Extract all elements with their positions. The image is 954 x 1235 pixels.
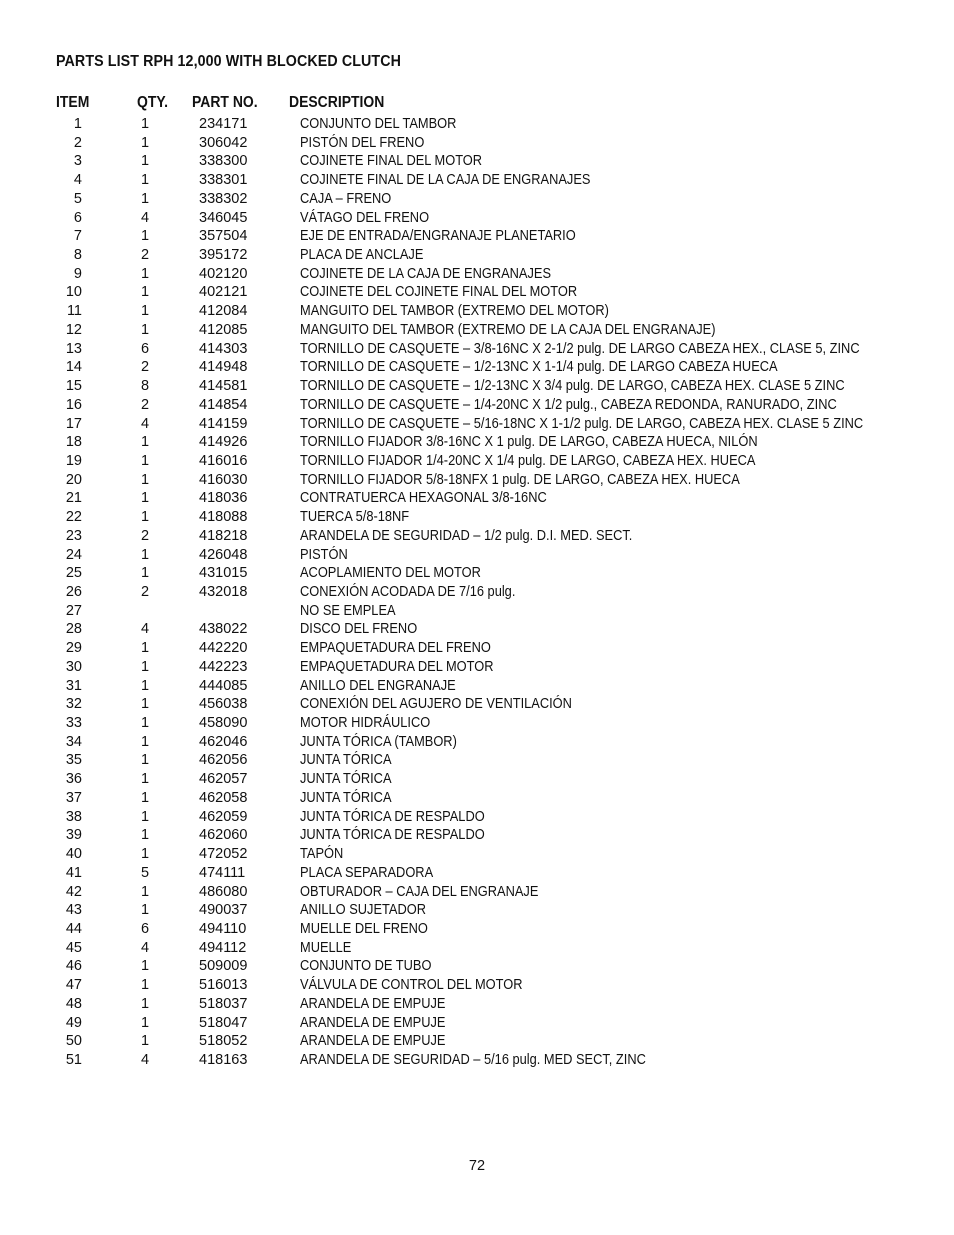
part-number-cell: 518052 (199, 1033, 248, 1050)
part-number-cell: 412085 (199, 321, 248, 338)
qty-cell: 1 (140, 958, 150, 975)
item-cell: 7 (73, 228, 82, 245)
qty-cell: 1 (140, 771, 150, 788)
part-number-cell: 442220 (199, 640, 248, 657)
item-cell: 17 (65, 415, 82, 432)
description-cell: COJINETE FINAL DE LA CAJA DE ENGRANAJES (300, 172, 591, 189)
item-cell: 16 (65, 396, 82, 413)
item-cell: 15 (65, 378, 82, 395)
description-cell: ARANDELA DE EMPUJE (300, 995, 446, 1012)
part-number-cell: 338300 (199, 153, 248, 170)
description-cell: ARANDELA DE SEGURIDAD – 5/16 pulg. MED SECT, ZINC (300, 1052, 646, 1068)
qty-cell: 4 (140, 1052, 150, 1068)
qty-cell: 1 (140, 546, 150, 563)
qty-cell: 6 (140, 340, 150, 357)
qty-cell: 1 (140, 715, 150, 732)
description-cell: TORNILLO DE CASQUETE – 1/4-20NC X 1/2 pulg., CABEZA REDONDA, RANURADO, ZINC (300, 396, 837, 413)
qty-cell: 1 (140, 883, 150, 900)
table-row (0, 957, 954, 975)
description-cell: TORNILLO DE CASQUETE – 5/16-18NC X 1-1/2 pulg. DE LARGO, CABEZA HEX. CLASE 5 ZINC (300, 415, 864, 432)
column-header-part-no: PART NO. (192, 94, 258, 111)
table-row (0, 433, 954, 451)
qty-cell: 1 (140, 827, 150, 844)
part-number-cell: 338301 (199, 172, 248, 189)
table-row (0, 883, 954, 901)
table-row (0, 920, 954, 938)
table-row (0, 115, 954, 133)
description-cell: JUNTA TÓRICA (300, 771, 392, 788)
description-cell: CONTRATUERCA HEXAGONAL 3/8-16NC (300, 490, 547, 507)
qty-cell: 1 (140, 977, 150, 994)
part-number-cell: 516013 (199, 977, 248, 994)
item-cell: 38 (65, 808, 82, 825)
part-number-cell: 431015 (199, 565, 248, 582)
item-cell: 50 (65, 1033, 82, 1050)
item-cell: 11 (66, 303, 82, 320)
part-number-cell: 486080 (199, 883, 248, 900)
description-cell: CONJUNTO DEL TAMBOR (300, 116, 457, 132)
item-cell: 28 (65, 621, 82, 638)
table-row (0, 452, 954, 470)
qty-cell: 1 (140, 303, 150, 320)
qty-cell: 1 (140, 284, 150, 301)
table-row (0, 695, 954, 713)
item-cell: 9 (73, 265, 82, 282)
table-row (0, 227, 954, 245)
description-cell: JUNTA TÓRICA DE RESPALDO (300, 808, 485, 825)
qty-cell: 1 (140, 565, 150, 582)
item-cell: 23 (65, 527, 82, 544)
qty-cell: 1 (140, 658, 150, 675)
item-cell: 46 (65, 958, 82, 975)
item-cell: 18 (65, 434, 82, 451)
description-cell: PLACA SEPARADORA (300, 864, 434, 881)
table-row (0, 546, 954, 564)
description-cell: PISTÓN DEL FRENO (300, 134, 425, 151)
qty-cell: 4 (140, 209, 150, 226)
part-number-cell: 462057 (199, 771, 248, 788)
item-cell: 10 (65, 284, 82, 301)
table-row (0, 864, 954, 882)
table-row (0, 733, 954, 751)
part-number-cell: 234171 (199, 116, 248, 132)
qty-cell: 1 (140, 228, 150, 245)
item-cell: 21 (65, 490, 82, 507)
description-cell: COJINETE FINAL DEL MOTOR (300, 153, 483, 170)
part-number-cell: 472052 (199, 846, 248, 863)
part-number-cell: 432018 (199, 584, 248, 600)
description-cell: EMPAQUETADURA DEL MOTOR (300, 658, 494, 675)
description-cell: PISTÓN (300, 546, 348, 563)
item-cell: 8 (73, 247, 82, 264)
item-cell: 4 (73, 172, 82, 189)
part-number-cell: 412084 (199, 303, 248, 320)
part-number-cell: 414926 (199, 434, 248, 451)
part-number-cell: 518037 (199, 995, 248, 1012)
part-number-cell: 418163 (199, 1052, 248, 1068)
qty-cell: 4 (140, 939, 150, 956)
item-cell: 1 (73, 116, 82, 132)
qty-cell: 5 (140, 864, 150, 881)
table-row (0, 396, 954, 414)
part-number-cell: 414303 (199, 340, 248, 357)
description-cell: JUNTA TÓRICA (300, 752, 392, 769)
part-number-cell: 474111 (199, 864, 246, 881)
description-cell: ARANDELA DE EMPUJE (300, 1033, 446, 1050)
description-cell: JUNTA TÓRICA (TAMBOR) (300, 733, 457, 750)
table-row (0, 190, 954, 208)
table-row (0, 714, 954, 732)
table-row (0, 845, 954, 863)
qty-cell: 1 (140, 190, 150, 207)
description-cell: COJINETE DE LA CAJA DE ENGRANAJES (300, 265, 552, 282)
item-cell: 36 (65, 771, 82, 788)
qty-cell: 1 (140, 134, 150, 151)
qty-cell: 1 (140, 808, 150, 825)
description-cell: MUELLE DEL FRENO (300, 920, 428, 937)
part-number-cell: 414948 (199, 359, 248, 376)
table-row (0, 770, 954, 788)
table-row (0, 1051, 954, 1069)
table-row (0, 658, 954, 676)
part-number-cell: 462046 (199, 733, 248, 750)
description-cell: CAJA – FRENO (300, 190, 392, 207)
item-cell: 48 (65, 995, 82, 1012)
qty-cell: 1 (140, 172, 150, 189)
qty-cell: 1 (140, 1033, 150, 1050)
part-number-cell: 442223 (199, 658, 248, 675)
table-row (0, 209, 954, 227)
item-cell: 39 (65, 827, 82, 844)
item-cell: 41 (65, 864, 82, 881)
description-cell: EMPAQUETADURA DEL FRENO (300, 640, 491, 657)
part-number-cell: 395172 (199, 247, 248, 264)
description-cell: TORNILLO FIJADOR 1/4-20NC X 1/4 pulg. DE LARGO, CABEZA HEX. HUECA (300, 452, 756, 469)
description-cell: MOTOR HIDRÁULICO (300, 715, 431, 732)
description-cell: COJINETE DEL COJINETE FINAL DEL MOTOR (300, 284, 578, 301)
part-number-cell: 518047 (199, 1014, 248, 1031)
qty-cell: 1 (140, 434, 150, 451)
qty-cell: 1 (140, 902, 150, 919)
description-cell: CONEXIÓN DEL AGUJERO DE VENTILACIÓN (300, 696, 572, 713)
table-row (0, 677, 954, 695)
qty-cell: 1 (140, 321, 150, 338)
description-cell: TORNILLO DE CASQUETE – 1/2-13NC X 1-1/4 pulg. DE LARGO CABEZA HUECA (300, 359, 778, 376)
table-row (0, 995, 954, 1013)
qty-cell: 2 (140, 527, 150, 544)
item-cell: 30 (65, 658, 82, 675)
table-row (0, 171, 954, 189)
description-cell: TUERCA 5/8-18NF (300, 509, 410, 526)
description-cell: MUELLE (300, 939, 352, 956)
part-number-cell: 418088 (199, 509, 248, 526)
item-cell: 40 (65, 846, 82, 863)
description-cell: EJE DE ENTRADA/ENGRANAJE PLANETARIO (300, 228, 576, 245)
qty-cell: 1 (140, 696, 150, 713)
table-row (0, 808, 954, 826)
table-row (0, 415, 954, 433)
description-cell: CONJUNTO DE TUBO (300, 958, 432, 975)
part-number-cell: 444085 (199, 677, 248, 694)
qty-cell: 2 (140, 359, 150, 376)
item-cell: 42 (65, 883, 82, 900)
table-row (0, 939, 954, 957)
item-cell: 33 (65, 715, 82, 732)
table-row (0, 265, 954, 283)
table-row (0, 134, 954, 152)
description-cell: JUNTA TÓRICA (300, 789, 392, 806)
part-number-cell: 416030 (199, 471, 248, 488)
table-row (0, 246, 954, 264)
part-number-cell: 462059 (199, 808, 248, 825)
table-row (0, 826, 954, 844)
description-cell: OBTURADOR – CAJA DEL ENGRANAJE (300, 883, 539, 900)
qty-cell: 1 (140, 509, 150, 526)
description-cell: ARANDELA DE SEGURIDAD – 1/2 pulg. D.I. MED. SECT. (300, 527, 633, 544)
qty-cell: 1 (140, 677, 150, 694)
description-cell: ARANDELA DE EMPUJE (300, 1014, 446, 1031)
part-number-cell: 416016 (199, 452, 248, 469)
part-number-cell: 402120 (199, 265, 248, 282)
qty-cell: 1 (140, 471, 150, 488)
item-cell: 34 (65, 733, 82, 750)
part-number-cell: 338302 (199, 190, 248, 207)
part-number-cell: 462060 (199, 827, 248, 844)
qty-cell: 2 (140, 584, 150, 600)
table-row (0, 283, 954, 301)
page-number: 72 (468, 1158, 486, 1174)
description-cell: MANGUITO DEL TAMBOR (EXTREMO DE LA CAJA DEL ENGRANAJE) (300, 321, 716, 338)
table-row (0, 321, 954, 339)
table-row (0, 976, 954, 994)
item-cell: 31 (65, 677, 82, 694)
description-cell: CONEXIÓN ACODADA DE 7/16 pulg. (300, 584, 516, 600)
part-number-cell: 456038 (199, 696, 248, 713)
qty-cell: 2 (140, 247, 150, 264)
qty-cell: 1 (140, 846, 150, 863)
qty-cell: 1 (140, 789, 150, 806)
item-cell: 43 (65, 902, 82, 919)
item-cell: 24 (65, 546, 82, 563)
description-cell: TORNILLO DE CASQUETE – 3/8-16NC X 2-1/2 pulg. DE LARGO CABEZA HEX., CLASE 5, ZINC (300, 340, 860, 357)
description-cell: JUNTA TÓRICA DE RESPALDO (300, 827, 485, 844)
part-number-cell: 418218 (199, 527, 248, 544)
item-cell: 6 (73, 209, 82, 226)
part-number-cell: 426048 (199, 546, 248, 563)
qty-cell: 1 (140, 116, 150, 132)
item-cell: 44 (65, 920, 82, 937)
description-cell: VÁLVULA DE CONTROL DEL MOTOR (300, 977, 523, 994)
description-cell: ANILLO SUJETADOR (300, 902, 426, 919)
part-number-cell: 402121 (199, 284, 248, 301)
part-number-cell: 306042 (199, 134, 248, 151)
page-title: PARTS LIST RPH 12,000 WITH BLOCKED CLUTCH (56, 53, 401, 70)
table-row (0, 471, 954, 489)
item-cell: 37 (65, 789, 82, 806)
description-cell: ANILLO DEL ENGRANAJE (300, 677, 456, 694)
part-number-cell: 462058 (199, 789, 248, 806)
table-row (0, 583, 954, 601)
item-cell: 29 (65, 640, 82, 657)
item-cell: 2 (73, 134, 82, 151)
item-cell: 12 (65, 321, 82, 338)
qty-cell: 6 (140, 920, 150, 937)
table-row (0, 1032, 954, 1050)
table-row (0, 302, 954, 320)
part-number-cell: 357504 (199, 228, 248, 245)
description-cell: TORNILLO FIJADOR 5/8-18NFX 1 pulg. DE LARGO, CABEZA HEX. HUECA (300, 471, 740, 488)
qty-cell: 4 (140, 415, 150, 432)
table-row (0, 340, 954, 358)
qty-cell: 1 (140, 752, 150, 769)
item-cell: 45 (65, 939, 82, 956)
table-row (0, 901, 954, 919)
table-row (0, 508, 954, 526)
item-cell: 20 (65, 471, 82, 488)
qty-cell: 1 (140, 265, 150, 282)
part-number-cell: 418036 (199, 490, 248, 507)
part-number-cell: 462056 (199, 752, 248, 769)
table-row (0, 789, 954, 807)
qty-cell: 1 (140, 153, 150, 170)
item-cell: 5 (73, 190, 82, 207)
description-cell: TORNILLO FIJADOR 3/8-16NC X 1 pulg. DE LARGO, CABEZA HUECA, NILÓN (300, 434, 758, 451)
description-cell: TORNILLO DE CASQUETE – 1/2-13NC X 3/4 pulg. DE LARGO, CABEZA HEX. CLASE 5 ZINC (300, 378, 845, 395)
description-cell: ACOPLAMIENTO DEL MOTOR (300, 565, 481, 582)
item-cell: 25 (65, 565, 82, 582)
part-number-cell: 494110 (199, 920, 247, 937)
qty-cell: 4 (140, 621, 150, 638)
item-cell: 27 (65, 602, 82, 619)
description-cell: DISCO DEL FRENO (300, 621, 418, 638)
table-row (0, 602, 954, 620)
part-number-cell: 490037 (199, 902, 248, 919)
table-row (0, 152, 954, 170)
item-cell: 22 (65, 509, 82, 526)
qty-cell: 1 (140, 733, 150, 750)
item-cell: 13 (65, 340, 82, 357)
part-number-cell: 414854 (199, 396, 248, 413)
table-row (0, 620, 954, 638)
item-cell: 35 (65, 752, 82, 769)
description-cell: MANGUITO DEL TAMBOR (EXTREMO DEL MOTOR) (300, 303, 609, 320)
column-header-qty: QTY. (137, 94, 169, 111)
table-row (0, 377, 954, 395)
table-row (0, 489, 954, 507)
description-cell: NO SE EMPLEA (300, 602, 396, 619)
part-number-cell: 494112 (199, 939, 247, 956)
item-cell: 47 (65, 977, 82, 994)
item-cell: 19 (65, 452, 82, 469)
qty-cell: 1 (140, 490, 150, 507)
item-cell: 3 (73, 153, 82, 170)
table-row (0, 1014, 954, 1032)
table-row (0, 564, 954, 582)
qty-cell: 1 (140, 1014, 150, 1031)
qty-cell: 1 (140, 452, 150, 469)
part-number-cell: 438022 (199, 621, 248, 638)
description-cell: PLACA DE ANCLAJE (300, 247, 424, 264)
table-row (0, 639, 954, 657)
description-cell: VÁTAGO DEL FRENO (300, 209, 430, 226)
part-number-cell: 509009 (199, 958, 248, 975)
table-row (0, 527, 954, 545)
item-cell: 26 (65, 584, 82, 600)
column-header-description: DESCRIPTION (289, 94, 385, 111)
part-number-cell: 458090 (199, 715, 248, 732)
qty-cell: 2 (140, 396, 150, 413)
item-cell: 51 (65, 1052, 82, 1068)
qty-cell: 1 (140, 995, 150, 1012)
description-cell: TAPÓN (300, 846, 344, 863)
item-cell: 32 (65, 696, 82, 713)
item-cell: 49 (65, 1014, 82, 1031)
qty-cell: 8 (140, 378, 150, 395)
part-number-cell: 414159 (199, 415, 248, 432)
table-row (0, 751, 954, 769)
part-number-cell: 346045 (199, 209, 248, 226)
table-row (0, 358, 954, 376)
column-header-item: ITEM (56, 94, 90, 111)
qty-cell: 1 (140, 640, 150, 657)
item-cell: 14 (65, 359, 82, 376)
part-number-cell: 414581 (199, 378, 248, 395)
